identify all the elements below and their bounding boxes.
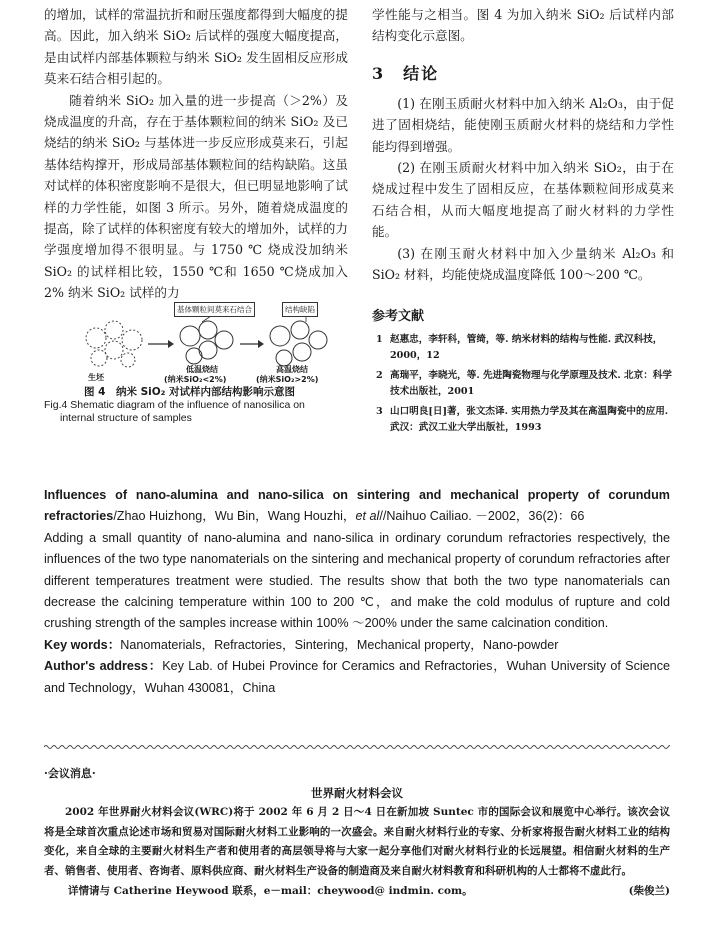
figure-caption-cn: 图 4 纳米 SiO₂ 对试样内部结构影响示意图 bbox=[84, 385, 295, 398]
news-title: 世界耐火材料会议 bbox=[311, 785, 403, 800]
label-raw-body: 生坯 bbox=[88, 372, 104, 382]
abstract-keywords: Key words：Nanomaterials，Refractories，Sintering，Mechanical property，Nano-powder bbox=[44, 637, 559, 652]
conference-news bbox=[44, 764, 670, 901]
abstract-etal: et al bbox=[355, 509, 380, 524]
figure-caption-en-line1: Fig.4 Shematic diagram of the influence of nanosilica on bbox=[44, 398, 305, 411]
news-body: 2002 年世界耐火材料会议(WRC)将于 2002 年 6 月 2 日～4 日在新加坡 Suntec 市的国际会议和展览中心举行。该次会议将是全球首次重点论述市场和贸易对国际耐火材料工业影响的一次盛会。来自耐火材料行业的专家、分析家将报告耐火材料工业的结构变化，来自全球的主要耐火材料生产者和使用者的高层领导将与大家一起分享他们对耐火材料行业的长远展望。相信耐火材料的生产者、销售者、使用者、咨询者、原料供应商、耐火材料生产设备的制造商及来自耐火材料教育和科研机构的人士都将不虚此行。 bbox=[44, 806, 670, 877]
conclusion-2: (2) 在刚玉质耐火材料中加入纳米 SiO₂，由于在烧成过程中发生了固相反应，在基体颗粒间形成莫来石结合相，从而大幅度地提高了耐火材料的力学性能。 bbox=[372, 160, 674, 240]
label-high-temp: 高温烧结 bbox=[276, 364, 308, 374]
abstract-body: Adding a small quantity of nano-alumina and nano-silica in ordinary corundum refractories respectively, the influences of the two type nanomaterials on the sintering and mechanical property of corundum refractories after different temperatures treatment were studied. The results show that both the two type nanomaterials can decrease the calcining temperature within 100 to 200 ℃，and make the cold modulus of rupture and cold crushing strength of the samples increase within 100% ～200% under the same calcination condition. bbox=[44, 530, 670, 631]
body-paragraph: 学性能与之相当。图 4 为加入纳米 SiO₂ 后试样内部结构变化示意图。 bbox=[372, 7, 674, 44]
news-editor: (柴俊兰) bbox=[628, 884, 670, 897]
wavy-divider bbox=[44, 744, 670, 750]
reference-item: 2 高瑞平，李晓光，等. 先进陶瓷物理与化学原理及技术. 北京：科学技术出版社，2001 bbox=[376, 370, 672, 398]
abstract-address: Author's address：Key Lab. of Hubei Province for Ceramics and Refractories，Wuhan University of Science and Technology，Wuhan 430081，China bbox=[44, 659, 670, 695]
english-abstract bbox=[44, 485, 670, 699]
reference-item: 1 赵惠忠，李轩科，管绮，等. 纳米材料的结构与性能. 武汉科技，2000，12 bbox=[376, 334, 663, 362]
label-low-temp: 低温烧结 bbox=[186, 364, 218, 374]
abstract-journal: //Naihuo Cailiao. －2002，36(2)：66 bbox=[379, 509, 585, 524]
abstract-authors: /Zhao Huizhong，Wu Bin，Wang Houzhi， bbox=[113, 509, 356, 524]
arrow-head-icon bbox=[168, 340, 174, 348]
abstract-citation bbox=[44, 485, 670, 528]
news-tag: ·会议消息· bbox=[44, 767, 96, 780]
arrow-head-icon bbox=[258, 340, 264, 348]
right-column bbox=[372, 4, 674, 440]
abstract-title: Influences of nano-alumina and nano-silica on sintering and mechanical property of corundum refractories bbox=[44, 488, 670, 524]
news-contact: 详情请与 Catherine Heywood 联系，e－mail：cheywood@ indmin. com。 bbox=[68, 884, 473, 897]
legend-mullite-bond: 基体颗粒间莫来石结合 bbox=[174, 302, 255, 317]
body-paragraph: 的增加，试样的常温抗折和耐压强度都得到大幅度的提高。因此，加入纳米 SiO₂ 后试样的强度大幅度提高，是由试样内部基体颗粒与纳米 SiO₂ 发生固相反应形成莫来石结合相引起的。 bbox=[44, 7, 348, 87]
figure-caption-en-line2: internal structure of samples bbox=[60, 411, 192, 424]
raw-body-cluster bbox=[86, 321, 142, 367]
body-paragraph: 随着纳米 SiO₂ 加入量的进一步提高（＞2%）及烧成温度的升高，存在于基体颗粒间的纳米 SiO₂ 及已烧结的纳米 SiO₂ 与基体进一步反应形成莫来石，引起基体结构撑开，形成局部基体颗粒间的结构缺陷。这虽对试样的体积密度影响不是很大，但已明显地影响了试样的力学性能，如图 3 所示。另外，随着烧成温度的提高，除了试样的体积密度有较大的增加外，试样的力学强度增加得不很明显。与 1750 ℃ 烧成没加纳米 SiO₂ 的试样相比较，1550 ℃和 1650 ℃烧成加入 2% 纳米 SiO₂ 试样的力 bbox=[44, 92, 348, 301]
reference-item: 3 山口明良[日]著，张文杰译. 实用热力学及其在高温陶瓷中的应用. 武汉：武汉工业大学出版社，1993 bbox=[376, 406, 669, 434]
low-temp-cluster bbox=[180, 321, 233, 364]
figure-4 bbox=[44, 304, 348, 384]
conclusion-3: (3) 在刚玉耐火材料中加入少量纳米 Al₂O₃ 和 SiO₂ 材料，均能使烧成温度降低 100～200 ℃。 bbox=[372, 245, 674, 283]
label-low-temp-sub: (纳米SiO₂<2%) bbox=[164, 374, 227, 384]
references-heading: 参考文献 bbox=[372, 309, 425, 325]
conclusion-1: (1) 在刚玉质耐火材料中加入纳米 Al₂O₃，由于促进了固相烧结，能使刚玉质耐火材料的烧结和力学性能均得到增强。 bbox=[372, 95, 674, 154]
left-column bbox=[44, 4, 348, 425]
section-heading: 3 结论 bbox=[372, 63, 440, 83]
label-high-temp-sub: (纳米SiO₂>2%) bbox=[256, 374, 319, 384]
high-temp-cluster bbox=[270, 321, 327, 366]
news-contact-row bbox=[44, 882, 670, 902]
legend-structure-defect: 结构缺陷 bbox=[282, 302, 318, 317]
